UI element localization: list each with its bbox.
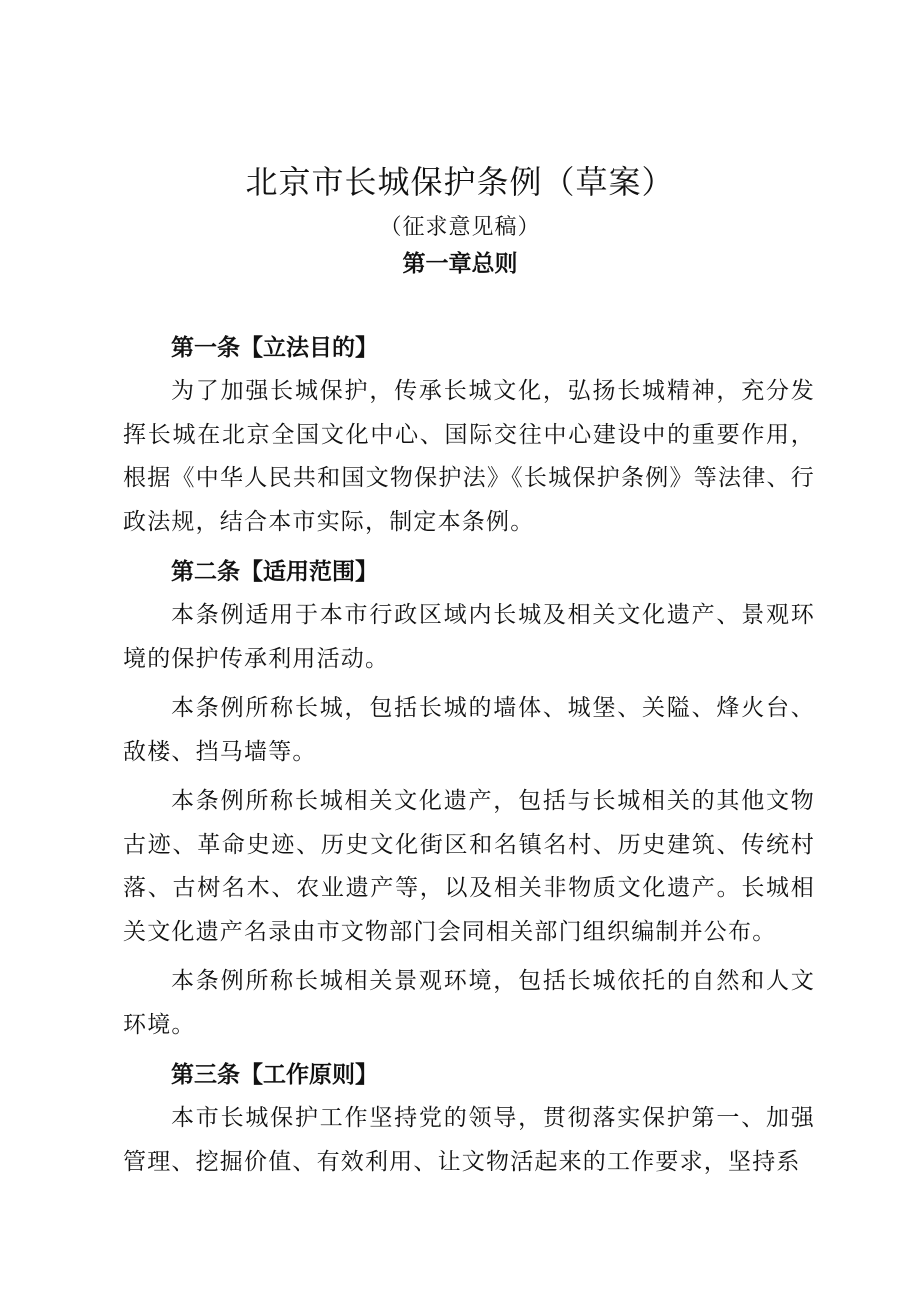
article-paragraph: 本条例适用于本市行政区域内长城及相关文化遗产、景观环境的保护传承利用活动。 bbox=[123, 602, 815, 672]
article-heading: 第三条【工作原则】 bbox=[171, 1062, 378, 1088]
article-paragraph: 本条例所称长城相关文化遗产，包括与长城相关的其他文物古迹、革命史迹、历史文化街区和名镇名村、历史建筑、传统村落、古树名木、农业遗产等，以及相关非物质文化遗产。长城相关文化遗产名录由市文物部门会同相关部门组织编制并公布。 bbox=[123, 788, 815, 945]
article-paragraph: 本市长城保护工作坚持党的领导，贯彻落实保护第一、加强管理、挖掘价值、有效利用、让文物活起来的工作要求，坚持系 bbox=[123, 1105, 815, 1175]
document-title: 北京市长城保护条例（草案） bbox=[245, 163, 675, 201]
article bbox=[123, 326, 815, 544]
article-paragraph: 为了加强长城保护，传承长城文化，弘扬长城精神，充分发挥长城在北京全国文化中心、国际交往中心建设中的重要作用，根据《中华人民共和国文物保护法》《长城保护条例》等法律、行政法规，结合本市实际，制定本条例。 bbox=[123, 378, 815, 535]
article-paragraph: 本条例所称长城相关景观环境，包括长城依托的自然和人文环境。 bbox=[123, 968, 815, 1038]
article bbox=[123, 1053, 815, 1184]
article-heading: 第一条【立法目的】 bbox=[171, 335, 378, 361]
chapter-heading: 第一章总则 bbox=[402, 251, 518, 277]
document-body bbox=[123, 326, 815, 1184]
article-paragraph: 本条例所称长城，包括长城的墙体、城堡、关隘、烽火台、敌楼、挡马墙等。 bbox=[123, 695, 815, 765]
article-heading: 第二条【适用范围】 bbox=[171, 559, 378, 585]
document-subtitle: （征求意见稿） bbox=[379, 215, 541, 240]
article bbox=[123, 550, 815, 1047]
